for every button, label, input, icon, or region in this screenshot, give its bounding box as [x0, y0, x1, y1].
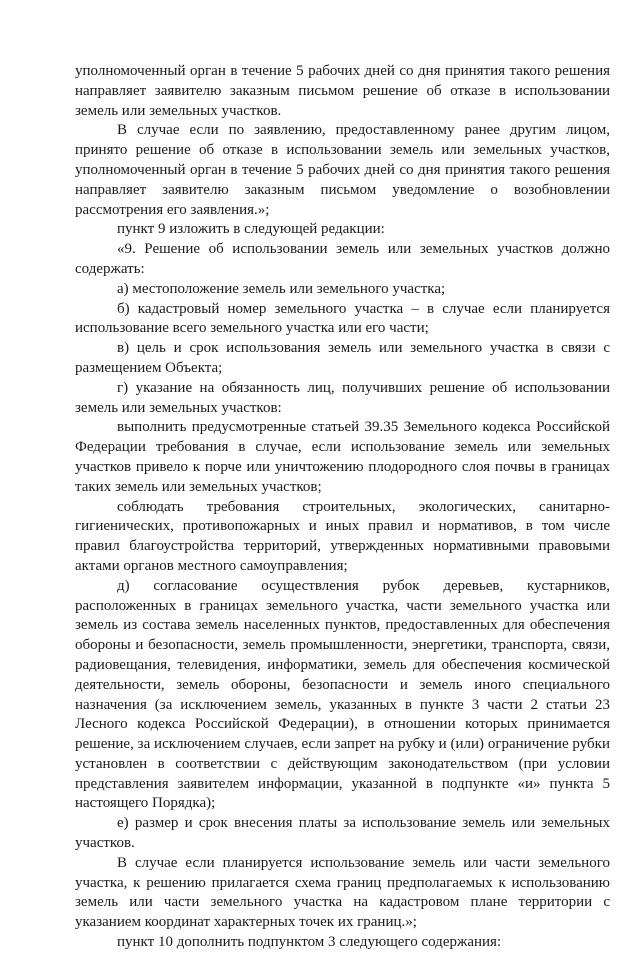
list-item: б) кадастровый номер земельного участка – в случае если планируется использование всего земельного участка или его части;: [75, 300, 610, 337]
paragraph: уполномоченный орган в течение 5 рабочих дней со дня принятия такого решения направляет заявителю заказным письмом решение об отказе в использовании земель или земельных участков.: [75, 63, 610, 119]
list-item: в) цель и срок использования земель или земельного участка в связи с размещением Объекта;: [75, 340, 610, 376]
paragraph: В случае если по заявлению, предоставленному ранее другим лицом, принято решение об отказе в использовании земель или земельных участков, уполномоченный орган в течение 5 рабочих дней со дня принятия такого решения направляет заявителю заказным письмом уведомление о возобновлении рассмотрения его заявления.»;: [75, 122, 610, 218]
paragraph: пункт 9 изложить в следующей редакции:: [117, 221, 385, 238]
list-item: е) размер и срок внесения платы за использование земель или земельных участков.: [75, 815, 610, 852]
document-page: [75, 62, 610, 953]
list-item: г) указание на обязанность лиц, получивших решение об использовании земель или земельных участков:: [75, 379, 610, 416]
list-item: а) местоположение земель или земельного участка;: [117, 280, 446, 297]
paragraph: выполнить предусмотренные статьей 39.35 Земельного кодекса Российской Федерации требования в случае, если использование земель или земельных участков привело к порче или уничтожению плодородного слоя почвы в границах таких земель или земельных участков;: [75, 419, 610, 495]
paragraph: соблюдать требования строительных, экологических, санитарно-гигиенических, противопожарных и иных правил и нормативов, в том числе правил благоустройства территорий, утвержденных нормативными правовыми актами органов местного самоуправления;: [75, 498, 610, 574]
paragraph: В случае если планируется использование земель или части земельного участка, к решению прилагается схема границ предполагаемых к использованию земель или части земельного участка на кадастровом плане территории с указанием координат характерных точек их границ.»;: [75, 854, 610, 931]
paragraph: «9. Решение об использовании земель или земельных участков должно содержать:: [75, 241, 610, 277]
paragraph: пункт 10 дополнить подпунктом 3 следующего содержания:: [117, 934, 502, 951]
list-item: д) согласование осуществления рубок деревьев, кустарников, расположенных в границах земельного участка, части земельного участка или земель из состава земель населенных пунктов, предоставленных для обеспечения обороны и безопасности, земель промышленности, энергетики, транспорта, связи, радиовещания, телевидения, информатики, земель для обеспечения космической деятельности, земель обороны, безопасности и земель иного специального назначения (за исключением земель, указанных в пункте 3 части 2 статьи 23 Лесного кодекса Российской Федерации), в отношении которых принимается решение, за исключением случаев, если запрет на рубку и (или) ограничение рубки установлен в соответствии с действующим законодательством (при условии представления заявителем информации, указанной в подпункте «и» пункта 5 настоящего Порядка);: [75, 577, 610, 812]
